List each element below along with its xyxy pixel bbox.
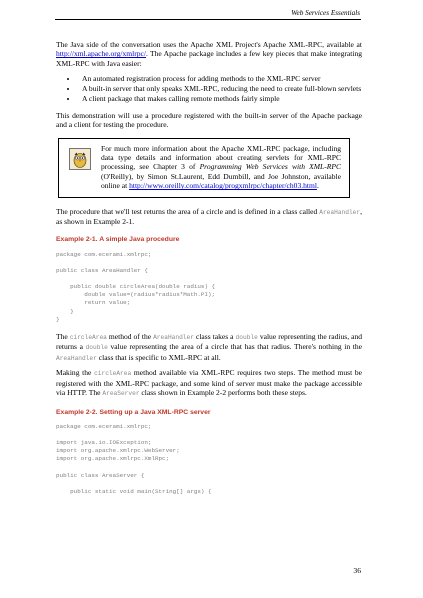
example-1-title: Example 2-1. A simple Java procedure [56,236,180,244]
feature-list [56,74,362,104]
intro-paragraph: The Java side of the conversation uses the Apache XML Project's Apache XML-RPC, available at http://xml.apache.org/xmlrpc/. The Apache package includes a few key pieces that make integrating XML-RPC with Java easier: [56,40,362,68]
inline-code: AreaHandler [153,333,194,341]
inline-code: AreaServer [102,390,140,398]
list-item: • An automated registration process for adding methods to the XML-RPC server [78,74,362,83]
inline-code: circleArea [94,370,132,378]
running-header: Web Services Essentials [291,9,360,17]
example-1-code: package com.ecerami.xmlrpc; public class AreaHandler { public double circleArea(double radius) { double value=(radius*radius*Math.PI); return value; } } [56,250,216,323]
owl-note-icon [69,148,91,170]
list-item: • A built-in server that only speaks XML-RPC, reducing the need to create full-blown servlets [78,84,362,93]
note-text: For much more information about the Apache XML-RPC package, including data type details and information about creating servlets for XML-RPC processing, see Chapter 3 of Programming Web Services with XML-RPC (O'Reilly), by Simon St.Laurent, Edd Dumbill, and Joe Johnston, available online at http://www.oreilly.com/catalog/progxmlrpc/chapter/ch03.html. [101,143,341,191]
book-title: Programming Web Services with XML-RPC [199,162,341,172]
example-2-code: package com.ecerami.xmlrpc; import java.io.IOException; import org.apache.xmlrpc.WebServer; import org.apache.xmlrpc.XmlRpc; public class AreaServer { public static void main(String[] args) { [56,422,212,495]
method-paragraph: The circleArea method of the AreaHandler class takes a double value representing the radius, and returns a double value representing the area of a circle that has that radius. There's nothing in the AreaHandler class that is specific to XML-RPC at all. [56,331,362,362]
note-box [58,138,350,198]
inline-code: double [235,333,258,341]
inline-code: double [85,344,108,352]
example-2-title: Example 2-2. Setting up a Java XML-RPC server [56,408,211,416]
inline-code: circleArea [69,333,107,341]
header-rule [55,19,361,20]
page-number: 36 [353,566,361,575]
inline-code: AreaHandler [56,354,97,362]
oreilly-chapter-link[interactable]: http://www.oreilly.com/catalog/progxmlrpc/chapter/ch03.html [129,181,317,191]
list-item: • A client package that makes calling remote methods fairly simple [78,94,362,103]
demo-paragraph: This demonstration will use a procedure registered with the built-in server of the Apache package and a client for testing the procedure. [56,110,362,130]
making-paragraph: Making the circleArea method available via XML-RPC requires two steps. The method must be registered with the XML-RPC package, and some kind of server must make the package accessible via HTTP. The AreaServer class shown in Example 2-2 performs both these steps. [56,368,362,398]
page-content [56,40,362,504]
procedure-paragraph: The procedure that we'll test returns the area of a circle and is defined in a class called AreaHandler, as shown in Example 2-1. [56,206,362,227]
apache-xmlrpc-link[interactable]: http://xml.apache.org/xmlrpc/ [56,49,146,59]
inline-code: AreaHandler [319,208,361,216]
